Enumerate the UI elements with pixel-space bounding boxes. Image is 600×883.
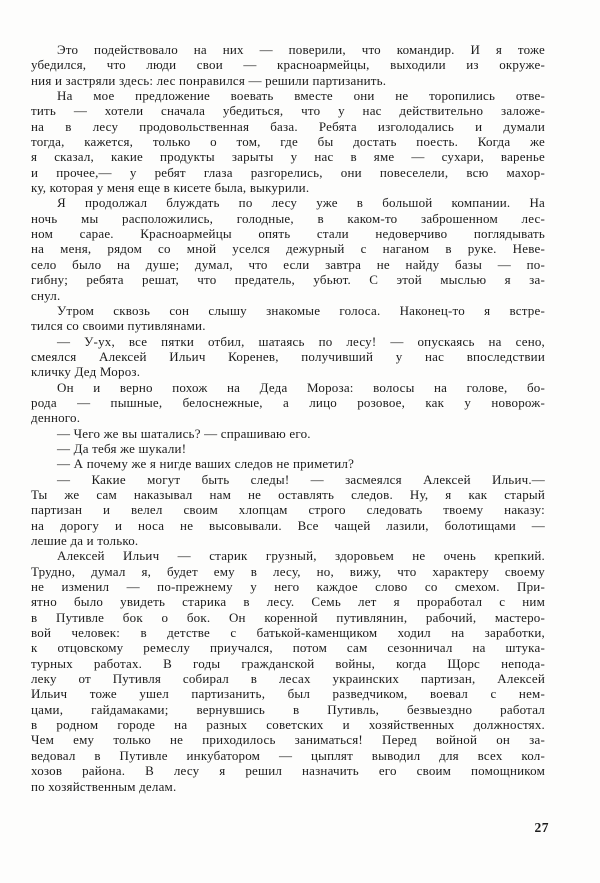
text-line: тогда, кажется, только о том, где бы достать поесть. Когда же bbox=[31, 134, 545, 150]
text-line: на меня, рядом со мной уселся дежурный с наганом в руке. Неве- bbox=[31, 241, 545, 257]
text-line: не изменил — по-прежнему у него каждое слово со смехом. При- bbox=[31, 579, 545, 595]
text-line: турных работах. В годы гражданской войны, когда Щорс непода- bbox=[31, 655, 545, 671]
text-line: ятно было увидеть старика в лесу. Семь лет я проработал с ним bbox=[31, 594, 545, 610]
text-line: в родном городе на разных советских и хозяйственных должностях. bbox=[31, 717, 545, 733]
text-line: Утром сквозь сон слышу знакомые голоса. Наконец-то я встре- bbox=[57, 302, 545, 318]
text-line: Я продолжал блуждать по лесу уже в большой компании. На bbox=[57, 195, 545, 211]
text-line: леку от Путивля собирал в лесах украинских партизан, Алексей bbox=[31, 671, 545, 687]
text-line: гибну; ребята решат, что предатель, убьют. С этой мыслью я за- bbox=[31, 272, 545, 288]
page-text bbox=[31, 42, 545, 794]
text-line: Алексей Ильич — старик грузный, здоровьем не очень крепкий. bbox=[57, 548, 545, 564]
text-line: ку, которая у меня еще в кисете была, выкурили. bbox=[31, 180, 310, 196]
text-line: Он и верно похож на Деда Мороза: волосы на голове, бо- bbox=[57, 379, 545, 395]
text-line: денного. bbox=[31, 410, 81, 426]
text-line: ном сарае. Красноармейцы опять стали недоверчиво поглядывать bbox=[31, 226, 545, 242]
text-line: по хозяйственным делам. bbox=[31, 778, 177, 794]
text-line: — Чего же вы шатались? — спрашиваю его. bbox=[57, 425, 311, 441]
text-line: партизан и велел своим хлопцам строго следовать твоему наказу: bbox=[31, 502, 545, 518]
paragraph bbox=[31, 441, 545, 456]
text-line: Чем ему только не приходилось заниматься! Перед войной он за- bbox=[31, 732, 545, 748]
text-line: к отцовскому ремеслу приучался, потом сам сезонничал на штука- bbox=[31, 640, 545, 656]
text-line: на дорогу и носа не высовывали. Все чащей лазили, болотищами — bbox=[31, 517, 545, 533]
paragraph bbox=[31, 303, 545, 334]
text-line: ния и застряли здесь: лес понравился — решили партизанить. bbox=[31, 72, 387, 88]
text-line: и прочее,— у ребят глаза разгорелись, они повеселели, всю махор- bbox=[31, 164, 545, 180]
text-line: тить — хотели сначала убедиться, что у нас действительно заложе- bbox=[31, 103, 545, 119]
text-line: цами, гайдамаками; вернувшись в Путивль, безвыездно работал bbox=[31, 701, 545, 717]
text-line: тился со своими путивлянами. bbox=[31, 318, 206, 334]
text-line: вой человек: в детстве с батькой-каменщиком ходил на заработки, bbox=[31, 625, 545, 641]
text-line: кличку Дед Мороз. bbox=[31, 364, 141, 380]
paragraph bbox=[31, 380, 545, 426]
text-line: — А почему же я нигде ваших следов не приметил? bbox=[57, 456, 355, 472]
text-line: лешие да и только. bbox=[31, 533, 139, 548]
text-line: снул. bbox=[31, 287, 61, 303]
text-line: — Да тебя же шукали! bbox=[57, 440, 187, 456]
paragraph bbox=[31, 548, 545, 794]
paragraph bbox=[31, 456, 545, 471]
text-line: рода — пышные, белоснежные, а лицо розовое, как у новорож- bbox=[31, 394, 545, 410]
text-line: ведовал в Путивле инкубатором — цыплят выводил для всех кол- bbox=[31, 747, 545, 763]
text-line: село было на душе; думал, что если завтра не найду базы — по- bbox=[31, 256, 545, 272]
paragraph bbox=[31, 334, 545, 380]
paragraph bbox=[31, 88, 545, 195]
text-line: Трудно, думал я, будет ему в лесу, но, вижу, что характеру своему bbox=[31, 563, 545, 579]
page-number: 27 bbox=[534, 820, 549, 835]
text-line: — У-ух, все пятки отбил, шатаясь по лесу! — опускаясь на сено, bbox=[57, 333, 545, 349]
text-line: — Какие могут быть следы! — засмеялся Алексей Ильич.— bbox=[57, 471, 545, 487]
paragraph bbox=[31, 42, 545, 88]
text-line: Ты же сам наказывал нам не оставлять следов. Ну, я как старый bbox=[31, 486, 545, 502]
text-line: ночь мы расположились, голодные, в каком-то заброшенном лес- bbox=[31, 210, 545, 226]
text-line: на в лесу продовольственная база. Ребята изголодались и думали bbox=[31, 118, 545, 134]
text-line: хозов района. В лесу я решил назначить его своим помощником bbox=[31, 763, 545, 779]
text-line: Это подействовало на них — поверили, что командир. И я тоже bbox=[57, 42, 545, 57]
text-line: в Путивле бок о бок. Он коренной путивлянин, рабочий, мастеро- bbox=[31, 609, 545, 625]
text-line: смеялся Алексей Ильич Коренев, получивший у нас впоследствии bbox=[31, 348, 545, 364]
text-line: На мое предложение воевать вместе они не торопились отве- bbox=[57, 88, 545, 104]
text-line: я сказал, какие продукты зарыты у нас в яме — сухари, варенье bbox=[31, 149, 545, 165]
text-line: убедился, что люди свои — красноармейцы, выходили из окруже- bbox=[31, 57, 545, 73]
text-line: Ильич тоже ушел партизанить, был разведчиком, воевал с нем- bbox=[31, 686, 545, 702]
paragraph bbox=[31, 426, 545, 441]
paragraph bbox=[31, 195, 545, 302]
paragraph bbox=[31, 472, 545, 549]
